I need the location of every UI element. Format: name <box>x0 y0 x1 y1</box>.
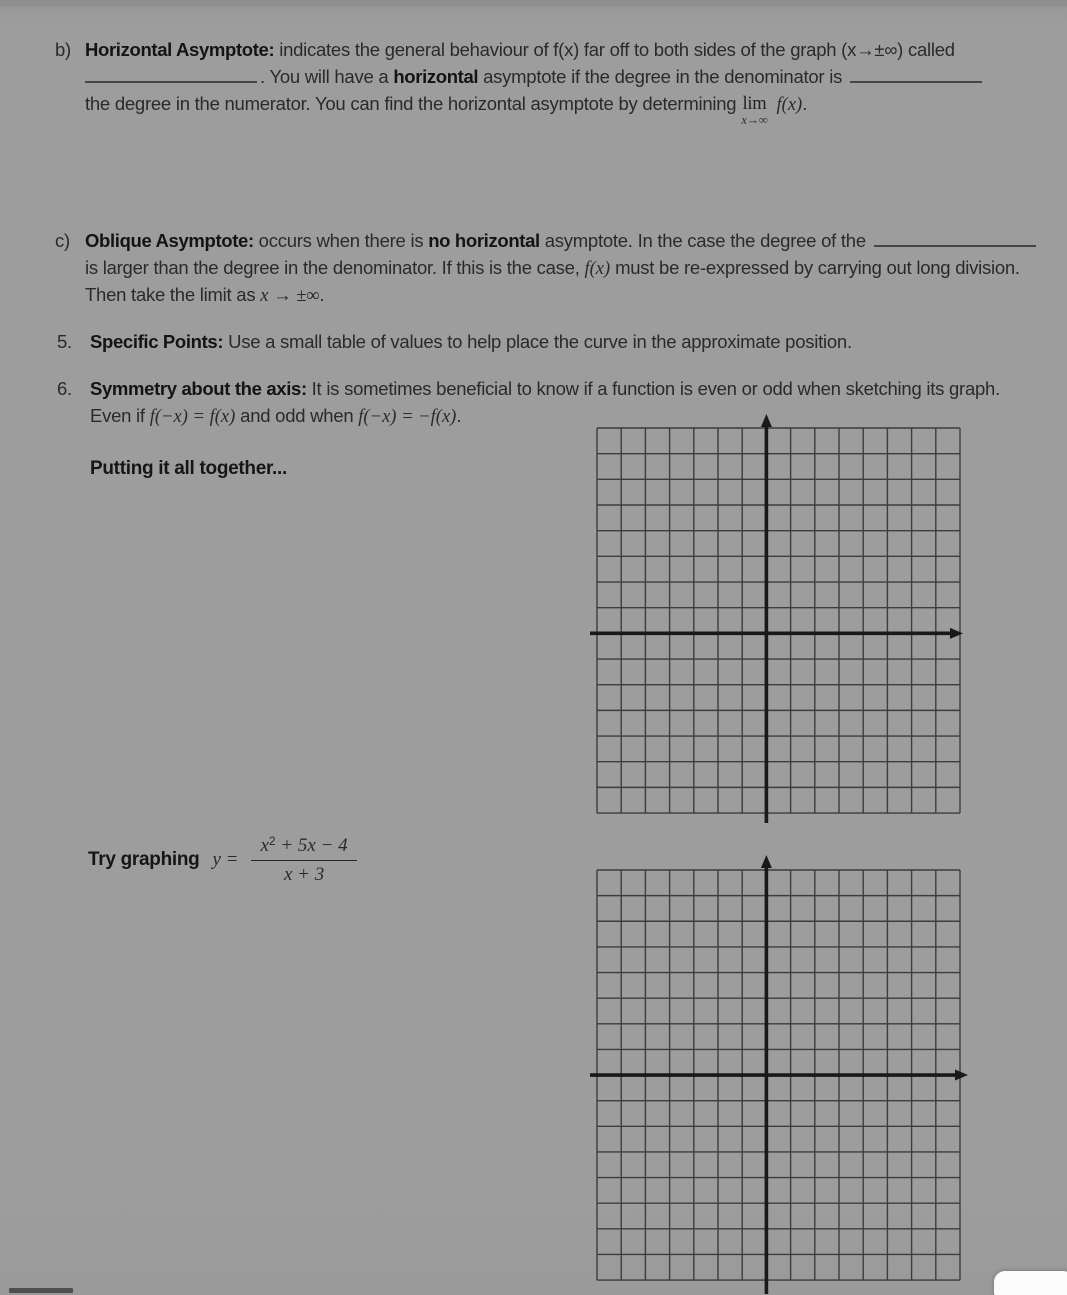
corner-card <box>994 1271 1067 1295</box>
section-b-line-2-text-2: asymptote if the degree in the denominator is <box>478 66 847 87</box>
numerator-exponent: 2 <box>268 834 276 848</box>
section-c-line-1 <box>55 229 1039 253</box>
section-b-line-3-text: the degree in the numerator. You can find the horizontal asymptote by determining <box>85 93 737 114</box>
numerator-rest: + 5x − 4 <box>275 835 348 856</box>
section-c-line-1-bold: no horizontal <box>428 230 540 251</box>
item-5 <box>57 330 852 354</box>
section-c-line-3 <box>85 283 324 308</box>
try-graphing-label: Try graphing <box>88 849 200 870</box>
fill-in-blank <box>850 66 982 83</box>
limit-notation <box>741 95 767 126</box>
section-b-line-2 <box>85 65 985 89</box>
numerator-variable: x <box>260 835 269 856</box>
item-5-title: Specific Points: <box>90 331 224 352</box>
section-b-label: b) <box>55 39 71 60</box>
section-c-line-2-text-1: is larger than the degree in the denominator. If this is the case, <box>85 257 585 278</box>
item-6-text: It is sometimes beneficial to know if a function is even or odd when sketching its graph. <box>306 378 1000 399</box>
section-c-label: c) <box>55 230 70 251</box>
limit-operator: lim <box>742 94 767 114</box>
rational-function-fraction <box>251 834 356 886</box>
section-b-line-2-text-1: . You will have a <box>260 66 394 87</box>
odd-condition-math: f(−x) = −f(x) <box>358 407 457 427</box>
section-b-line-2-bold: horizontal <box>393 66 479 87</box>
section-b-title: Horizontal Asymptote: <box>85 39 275 60</box>
coordinate-grid-top <box>585 412 983 837</box>
fill-in-blank <box>874 230 1036 247</box>
limit-expression: x → ±∞ <box>260 286 320 306</box>
scan-artifact-bottom-left <box>9 1288 73 1293</box>
fraction-denominator: x + 3 <box>283 864 325 885</box>
section-c-title: Oblique Asymptote: <box>85 230 254 251</box>
section-b-line-3 <box>85 92 807 126</box>
period: . <box>456 405 462 426</box>
section-c-line-2 <box>85 256 1020 281</box>
item-6-line-2-text-2: and odd when <box>235 405 359 426</box>
even-condition-math: f(−x) = f(x) <box>149 407 236 427</box>
section-b-line-1 <box>55 38 955 62</box>
fill-in-blank <box>85 66 257 83</box>
period: . <box>802 93 808 114</box>
item-6-title: Symmetry about the axis: <box>90 378 307 399</box>
section-c-line-3-text: Then take the limit as <box>85 284 261 305</box>
putting-it-all-together-heading: Putting it all together... <box>90 458 287 479</box>
scan-edge-shadow-top <box>0 0 1067 7</box>
section-c-line-2-text-2: must be re-expressed by carrying out long division. <box>610 257 1020 278</box>
section-b-line-1-text: indicates the general behaviour of f(x) far off to both sides of the graph (x→±∞) called <box>274 39 955 60</box>
section-c-line-1-text-2: asymptote. In the case the degree of the <box>539 230 871 251</box>
coordinate-grid-bottom <box>585 853 987 1295</box>
equation-lhs: y = <box>212 849 239 870</box>
item-5-number: 5. <box>57 331 72 352</box>
item-6-line-2-text-1: Even if <box>90 405 150 426</box>
period: . <box>319 284 325 305</box>
limit-subscript: x→∞ <box>741 113 768 127</box>
item-6-line-1 <box>57 377 1000 401</box>
item-6-number: 6. <box>57 378 72 399</box>
item-5-text: Use a small table of values to help place the curve in the approximate position. <box>223 331 852 352</box>
section-c-line-1-text-1: occurs when there is <box>253 230 429 251</box>
fraction-numerator <box>251 834 356 861</box>
try-graphing-row <box>88 820 357 900</box>
fx-math: f(x) <box>584 259 611 279</box>
item-6-line-2 <box>90 404 461 429</box>
limit-function: f(x) <box>776 95 803 115</box>
